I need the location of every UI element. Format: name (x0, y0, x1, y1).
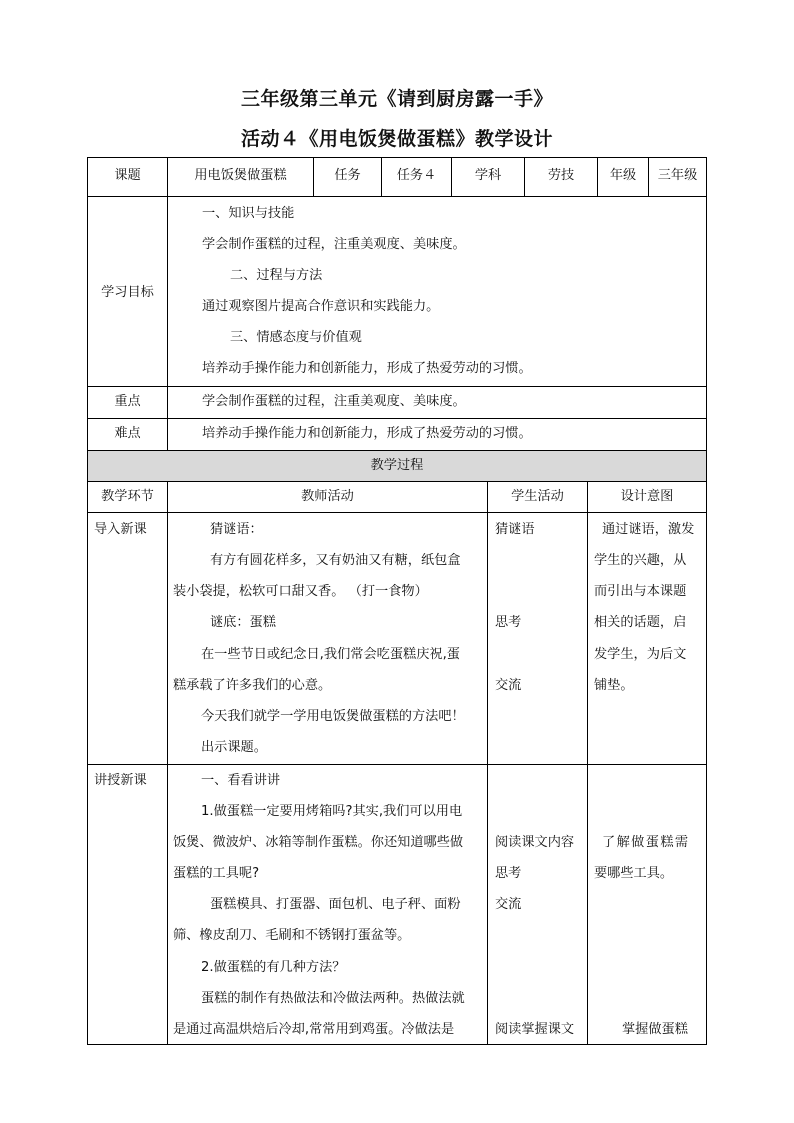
teacher-line: 一、看看讲讲 (201, 773, 281, 788)
student-activity: 思考 (495, 615, 522, 630)
difficulty-text: 培养动手操作能力和创新能力，形成了热爱劳动的习惯。 (202, 426, 532, 441)
grade-value: 三年级 (657, 168, 698, 183)
col-divider (587, 481, 588, 1045)
topic-value: 用电饭煲做蛋糕 (194, 168, 287, 183)
stage-teach: 讲授新课 (94, 773, 147, 788)
subject-value: 劳技 (547, 168, 575, 183)
student-activity: 思考 (495, 866, 522, 881)
teacher-line: 有方有圆花样多，又有奶油又有糖，纸包盒 (210, 553, 461, 568)
task-value: 任务４ (396, 168, 437, 183)
process-title: 教学过程 (370, 458, 424, 473)
objective-line: 学会制作蛋糕的过程，注重美观度、美味度。 (202, 237, 466, 252)
student-activity: 阅读掌握课文 (495, 1022, 575, 1037)
intent-line: 相关的话题，启 (594, 615, 687, 630)
col-divider (167, 481, 168, 1045)
header-stage: 教学环节 (101, 489, 154, 504)
label-task: 任务 (334, 168, 361, 183)
label-subject: 学科 (474, 168, 502, 183)
teacher-line: 谜底：蛋糕 (210, 615, 276, 630)
intent-line: 铺垫。 (594, 678, 634, 693)
objective-line: 通过观察图片提高合作意识和实践能力。 (202, 299, 440, 314)
lesson-title: 活动４《用电饭煲做蛋糕》教学设计 (240, 128, 553, 150)
teacher-line: 出示课题。 (201, 740, 267, 755)
teacher-line: 装小袋提，松软可口甜又香。 （打一食物） (173, 584, 428, 599)
key-point-text: 学会制作蛋糕的过程，注重美观度、美味度。 (202, 394, 466, 409)
intent-line: 要哪些工具。 (594, 866, 674, 881)
student-activity: 交流 (495, 678, 522, 693)
document-title: 三年级第三单元《请到厨房露一手》 (240, 88, 553, 110)
label-grade: 年级 (609, 168, 637, 183)
row-divider (87, 764, 707, 765)
student-activity: 猜谜语 (495, 522, 535, 537)
student-activity: 交流 (495, 897, 522, 912)
objective-line: 一、知识与技能 (202, 206, 295, 221)
label-topic: 课题 (114, 168, 141, 183)
teacher-line: 今天我们就学一学用电饭煲做蛋糕的方法吧！ (201, 709, 465, 724)
teacher-line: 糕承载了许多我们的心意。 (173, 678, 332, 693)
student-activity: 阅读课文内容 (495, 835, 575, 850)
teacher-line: 蛋糕的制作有热做法和冷做法两种。热做法就 (201, 991, 465, 1006)
stage-intro: 导入新课 (94, 522, 147, 537)
header-intent: 设计意图 (620, 489, 674, 504)
row-divider (87, 481, 707, 482)
key-point-label: 重点 (114, 394, 141, 409)
teacher-line: 蛋糕的工具呢? (173, 866, 260, 881)
teacher-line: 蛋糕模具、打蛋器、面包机、电子秤、面粉 (210, 897, 461, 912)
row-divider (87, 386, 707, 387)
objective-line: 二、过程与方法 (230, 268, 323, 283)
teacher-line: 筛、橡皮刮刀、毛刷和不锈钢打蛋盆等。 (173, 928, 411, 943)
teacher-line: 2.做蛋糕的有几种方法？ (201, 960, 346, 975)
teacher-line: 在一些节日或纪念日,我们常会吃蛋糕庆祝,蛋 (201, 647, 460, 662)
row-divider (87, 512, 707, 513)
header-student: 学生活动 (511, 489, 564, 504)
teacher-line: 1.做蛋糕一定要用烤箱吗?其实,我们可以用电 (201, 804, 463, 819)
objective-line: 三、情感态度与价值观 (230, 330, 362, 345)
teacher-line: 饭煲、微波炉、冰箱等制作蛋糕。你还知道哪些做 (173, 835, 464, 850)
intent-line: 了解做蛋糕需 (602, 835, 690, 850)
intent-line: 学生的兴趣，从 (594, 553, 687, 568)
objective-line: 培养动手操作能力和创新能力，形成了热爱劳动的习惯。 (202, 361, 532, 376)
col-divider (167, 196, 168, 450)
difficulty-label: 难点 (114, 426, 141, 441)
row-divider (87, 418, 707, 419)
col-divider (487, 481, 488, 1045)
header-teacher: 教师活动 (301, 489, 354, 504)
teacher-line: 猜谜语： (210, 522, 263, 537)
row-divider (87, 450, 707, 451)
intent-line: 发学生，为后文 (594, 647, 687, 662)
intent-line: 通过谜语，激发 (602, 522, 695, 537)
teacher-line: 是通过高温烘焙后冷却,常常用到鸡蛋。冷做法是 (173, 1022, 455, 1037)
row-divider (87, 196, 707, 197)
intent-line: 而引出与本课题 (594, 584, 687, 599)
objectives-label: 学习目标 (101, 285, 154, 300)
intent-line: 掌握做蛋糕 (622, 1022, 688, 1037)
